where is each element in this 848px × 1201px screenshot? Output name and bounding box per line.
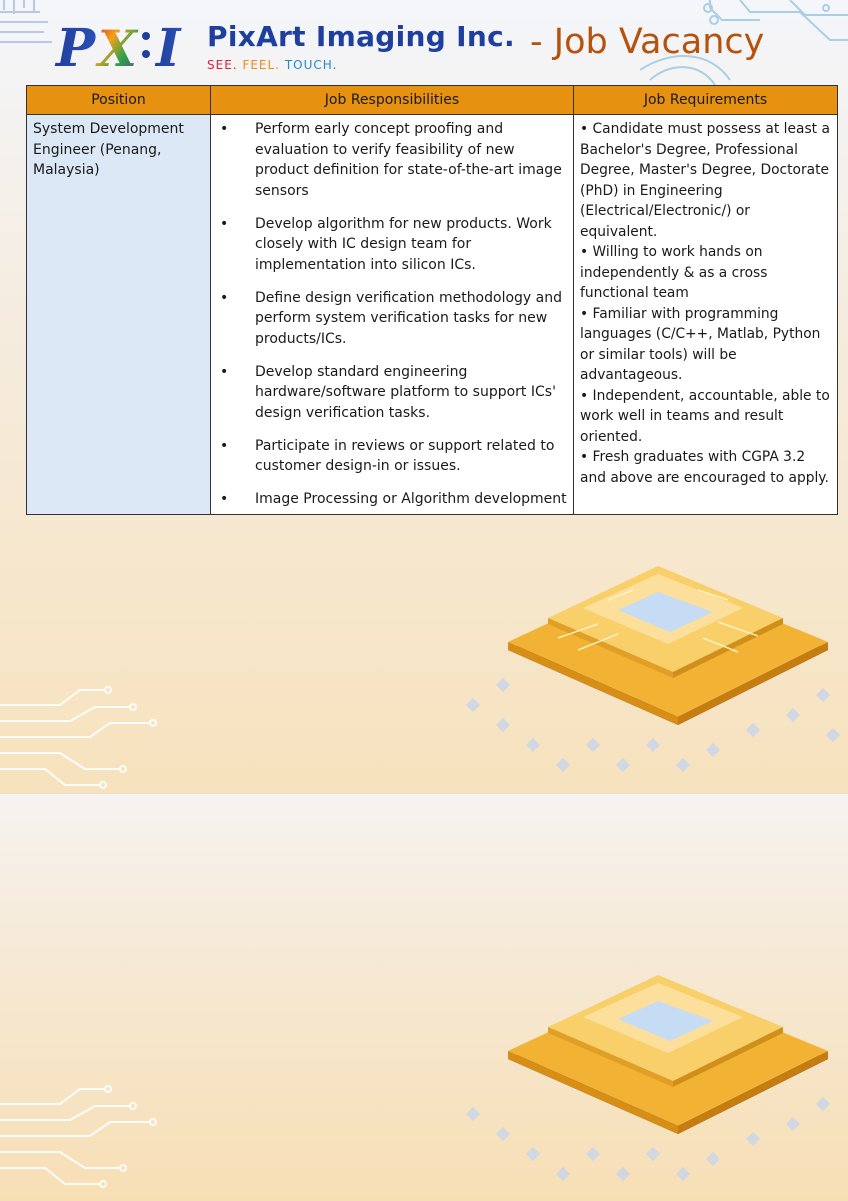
- requirement-item: • Independent, accountable, able to work well in teams and result oriented.: [580, 387, 830, 445]
- microchip-illustration: [458, 959, 848, 1201]
- tagline-feel: FEEL.: [242, 58, 281, 72]
- responsibility-item: • Develop algorithm for new products. Work closely with IC design team for implementation into silicon ICs.: [217, 214, 567, 276]
- svg-text:P: P: [56, 18, 96, 79]
- svg-text:X: X: [98, 19, 137, 78]
- table-row: [27, 115, 838, 515]
- responsibility-item: • Image Processing or Algorithm development: [217, 489, 567, 510]
- table-header-row: [27, 86, 838, 115]
- requirement-item: • Familiar with programming languages (C/C++, Matlab, Python or similar tools) will be advantageous.: [580, 305, 821, 383]
- job-vacancy-table: [26, 85, 838, 515]
- company-tagline: [207, 58, 337, 72]
- company-name: PixArt Imaging Inc.: [207, 20, 515, 53]
- page-header: [0, 0, 848, 84]
- position-cell: System Development Engineer (Penang, Malaysia): [27, 115, 211, 515]
- tagline-see: SEE.: [207, 58, 238, 72]
- requirement-item: • Candidate must possess at least a Bachelor's Degree, Professional Degree, Master's Degree, Doctorate (PhD) in Engineering (Electrical/Electronic/) or equivalent.: [580, 121, 830, 240]
- job-vacancy-title: - Job Vacancy: [530, 22, 765, 62]
- circuit-lines-decoration-left: [0, 685, 170, 793]
- circuit-lines-decoration-left: [0, 1084, 170, 1201]
- requirements-cell: [574, 115, 838, 515]
- requirement-item: • Fresh graduates with CGPA 3.2 and above are encouraged to apply.: [580, 449, 829, 486]
- responsibility-item: • Participate in reviews or support related to customer design-in or issues.: [217, 436, 567, 477]
- responsibility-item: • Develop standard engineering hardware/software platform to support ICs' design verification tasks.: [217, 362, 567, 424]
- background-panel-repeat: [0, 793, 848, 1201]
- microchip-illustration: [458, 550, 848, 793]
- column-header-requirements: Job Requirements: [574, 86, 838, 115]
- responsibilities-cell: [211, 115, 574, 515]
- responsibility-item: • Perform early concept proofing and evaluation to verify feasibility of new product definition for state-of-the-art image sensors: [217, 119, 567, 201]
- responsibilities-list: [217, 119, 567, 510]
- pxi-logo: [52, 14, 197, 80]
- column-header-responsibilities: Job Responsibilities: [211, 86, 574, 115]
- tagline-touch: TOUCH.: [284, 58, 338, 72]
- responsibility-item: • Define design verification methodology and perform system verification tasks for new products/ICs.: [217, 288, 567, 350]
- requirement-item: • Willing to work hands on independently & as a cross functional team: [580, 244, 768, 301]
- column-header-position: Position: [27, 86, 211, 115]
- svg-text:I: I: [156, 18, 181, 79]
